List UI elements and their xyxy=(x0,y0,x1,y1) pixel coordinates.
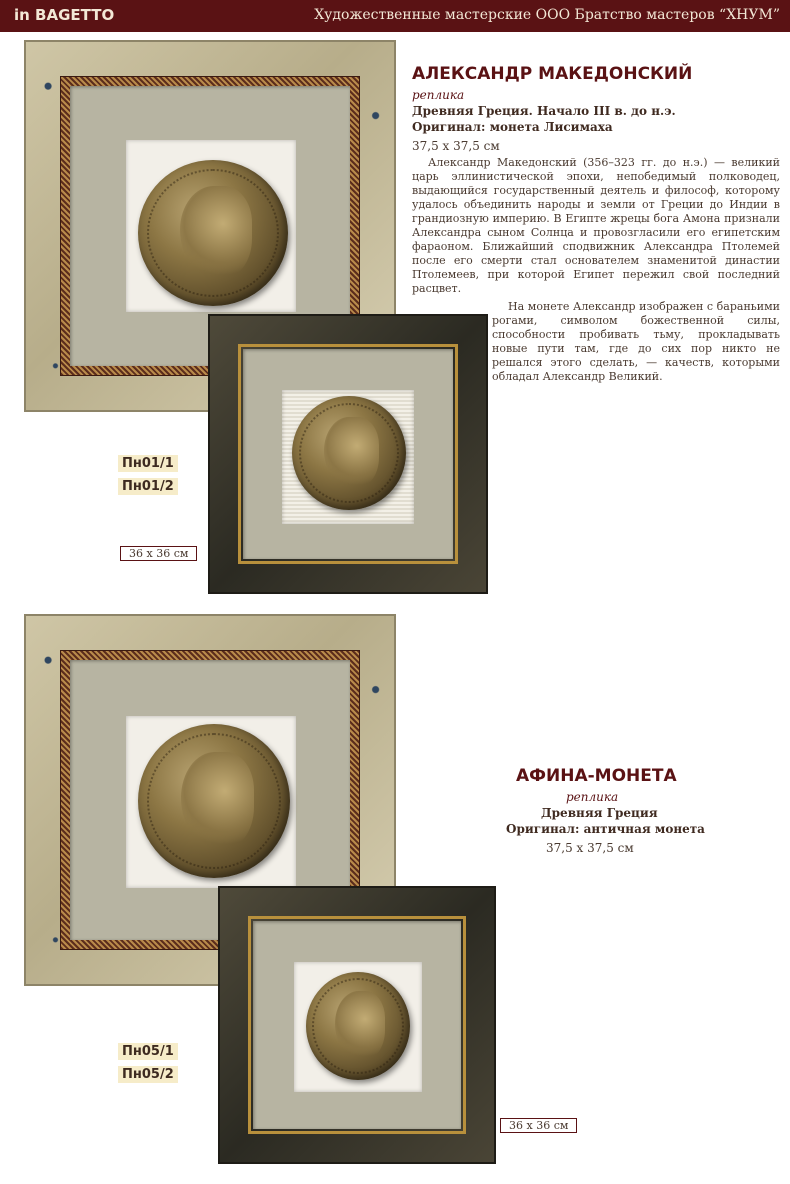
product-description: Александр Македонский (356–323 гг. до н.э.) — великий царь эллинистической эпохи, непобедимый полководец, выдающийся государственный деятель и философ, которому удалось объединить народы и земли от Греции до Индии в грандиозную империю. В Египте жрецы бога Амона признали Александра сыном Солнца и провозгласили его египетским фараоном. Ближайший сподвижник Александра Птолемей после его смерти стал основателем знаменитой династии Птолемеев, при которой Египет пережил свой последний расцвет. xyxy=(412,156,780,295)
size-badge: 36 х 36 см xyxy=(500,1118,577,1133)
brand-label: in BAGETTO xyxy=(14,6,115,24)
product-code: Пн01/2 xyxy=(118,478,178,495)
size-badge: 36 х 36 см xyxy=(120,546,197,561)
product-size: 37,5 х 37,5 см xyxy=(412,139,500,153)
coin-alexander-large xyxy=(138,160,288,306)
product-code: Пн05/2 xyxy=(118,1066,178,1083)
coin-athena-large xyxy=(138,724,290,878)
product-type: реплика xyxy=(566,790,619,804)
product-original: Оригинал: монета Лисимаха xyxy=(412,120,613,134)
product-size: 37,5 х 37,5 см xyxy=(546,841,634,855)
product-code: Пн05/1 xyxy=(118,1043,178,1060)
coin-alexander-small xyxy=(292,396,406,510)
product-title: АФИНА-МОНЕТА xyxy=(516,766,677,786)
product-period: Древняя Греция. Начало III в. до н.э. xyxy=(412,104,676,118)
product-title: АЛЕКСАНДР МАКЕДОНСКИЙ xyxy=(412,64,693,84)
coin-athena-small xyxy=(306,972,410,1080)
studio-name: Художественные мастерские ООО Братство мастеров “ХНУМ” xyxy=(314,7,780,23)
product-description-coin: На монете Александр изображен с бараньими рогами, символом божественной силы, способности пробивать тьму, прокладывать новые пути там, где до сих пор никто не решался этого сделать, — качеств, которыми обладал Александр Великий. xyxy=(492,300,780,383)
product-original: Оригинал: античная монета xyxy=(506,822,705,836)
page-header xyxy=(0,0,790,32)
product-type: реплика xyxy=(412,88,465,102)
product-period: Древняя Греция xyxy=(541,806,658,820)
frame-athena-small xyxy=(218,886,496,1164)
product-code: Пн01/1 xyxy=(118,455,178,472)
frame-alexander-small xyxy=(208,314,488,594)
